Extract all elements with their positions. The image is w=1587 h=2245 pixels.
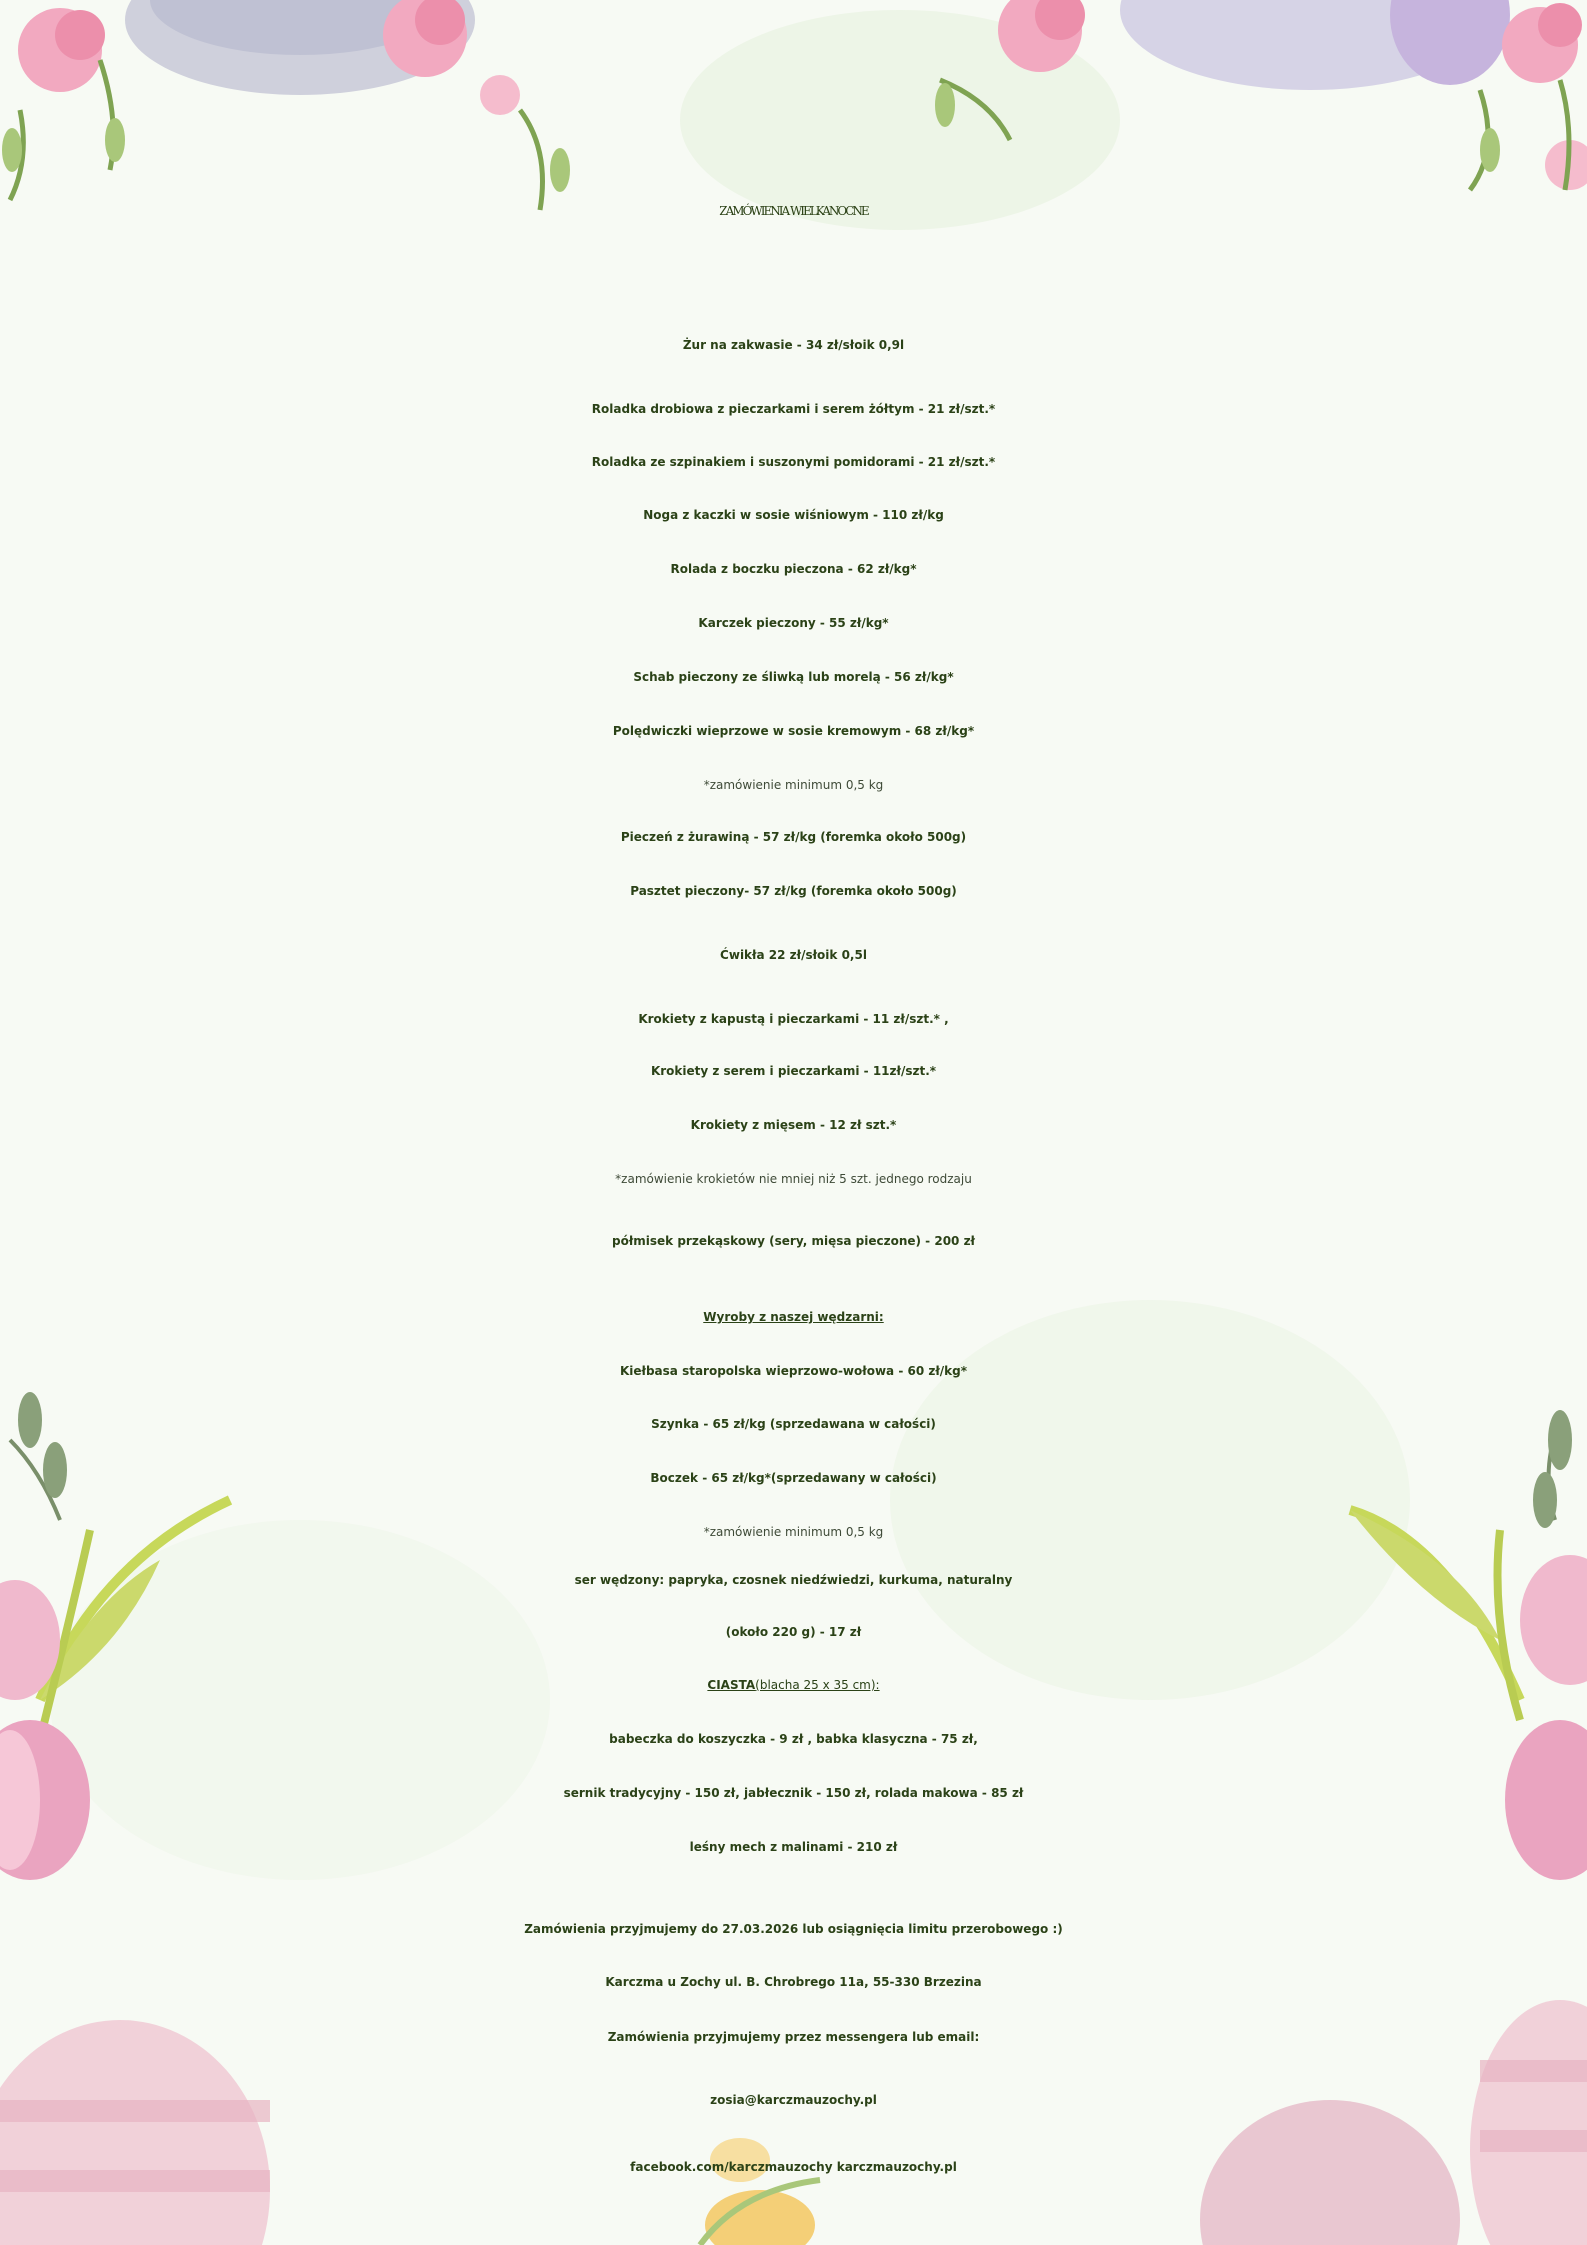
contact-heading: Zamówienia przyjmujemy przez messengera lub email: [607, 2030, 980, 2044]
menu-item: Roladka drobiowa z pieczarkami i serem żółtym - 21 zł/szt.* [591, 402, 996, 416]
menu-item: Krokiety z kapustą i pieczarkami - 11 zł/szt.* , [638, 1012, 949, 1026]
croquette-order-note: *zamówienie krokietów nie mniej niż 5 szt. jednego rodzaju [615, 1172, 972, 1186]
minimum-order-note: *zamówienie minimum 0,5 kg [703, 778, 884, 792]
menu-item: Boczek - 65 zł/kg*(sprzedawany w całości) [650, 1471, 937, 1485]
menu-item: półmisek przekąskowy (sery, mięsa pieczone) - 200 zł [611, 1234, 976, 1248]
cakes-heading-label: CIASTA [707, 1678, 756, 1692]
menu-item: Żur na zakwasie - 34 zł/słoik 0,9l [682, 338, 905, 352]
cakes-heading [0, 1678, 1587, 1692]
menu-item: Noga z kaczki w sosie wiśniowym - 110 zł/kg [643, 508, 944, 522]
minimum-order-note: *zamówienie minimum 0,5 kg [703, 1525, 884, 1539]
order-deadline: Zamówienia przyjmujemy do 27.03.2026 lub osiągnięcia limitu przerobowego :) [524, 1922, 1063, 1936]
menu-item: Pasztet pieczony- 57 zł/kg (foremka około 500g) [630, 884, 957, 898]
email-link[interactable]: zosia@karczmauzochy.pl [710, 2093, 877, 2107]
menu-item: ser wędzony: papryka, czosnek niedźwiedzi, kurkuma, naturalny [574, 1573, 1013, 1587]
menu-item: Szynka - 65 zł/kg (sprzedawana w całości) [651, 1417, 936, 1431]
menu-item: Schab pieczony ze śliwką lub morelą - 56 zł/kg* [633, 670, 954, 684]
menu-item: Pieczeń z żurawiną - 57 zł/kg (foremka około 500g) [620, 830, 967, 844]
menu-item: sernik tradycyjny - 150 zł, jabłecznik - 150 zł, rolada makowa - 85 zł [563, 1786, 1024, 1800]
menu-item: Karczek pieczony - 55 zł/kg* [698, 616, 889, 630]
menu-item: Krokiety z mięsem - 12 zł szt.* [690, 1118, 897, 1132]
address: Karczma u Zochy ul. B. Chrobrego 11a, 55-330 Brzezina [605, 1975, 982, 1989]
menu-item: (około 220 g) - 17 zł [725, 1625, 862, 1639]
menu-item: Rolada z boczku pieczona - 62 zł/kg* [670, 562, 917, 576]
menu-item: Krokiety z serem i pieczarkami - 11zł/szt.* [650, 1064, 937, 1078]
website-links[interactable]: facebook.com/karczmauzochy karczmauzochy.pl [630, 2160, 957, 2174]
smokehouse-heading: Wyroby z naszej wędzarni: [703, 1310, 884, 1324]
menu-item: Kiełbasa staropolska wieprzowo-wołowa - 60 zł/kg* [619, 1364, 968, 1378]
menu-item: Ćwikła 22 zł/słoik 0,5l [720, 948, 867, 962]
menu-item: babeczka do koszyczka - 9 zł , babka klasyczna - 75 zł, [609, 1732, 978, 1746]
menu-item: leśny mech z malinami - 210 zł [689, 1840, 898, 1854]
page-title: ZAMÓWIENIA WIELKANOCNE [719, 204, 868, 218]
menu-item: Roladka ze szpinakiem i suszonymi pomidorami - 21 zł/szt.* [591, 455, 996, 469]
cakes-heading-detail: (blacha 25 x 35 cm): [755, 1678, 880, 1692]
menu-item: Polędwiczki wieprzowe w sosie kremowym - 68 zł/kg* [612, 724, 975, 738]
